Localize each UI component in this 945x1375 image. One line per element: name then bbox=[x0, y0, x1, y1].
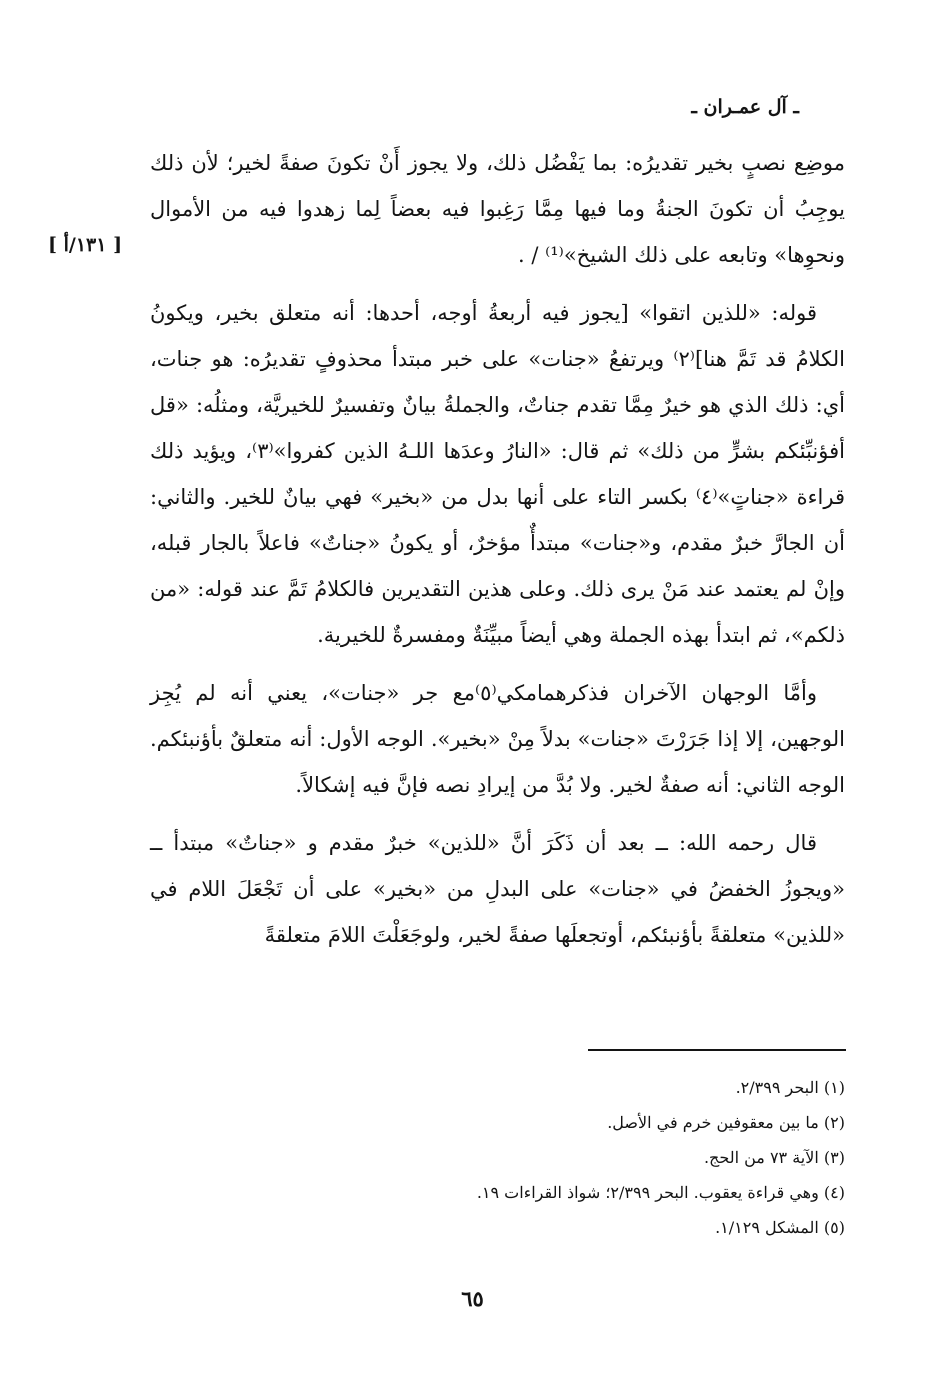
footnote: (١) البحر ٢/٣٩٩. bbox=[735, 1078, 845, 1097]
main-text bbox=[150, 140, 845, 970]
page-number: ٦٥ bbox=[461, 1286, 484, 1311]
footnote: (٤) وهي قراءة يعقوب. البحر ٢/٣٩٩؛ شواذ القراءات ١٩. bbox=[476, 1183, 845, 1202]
footnotes bbox=[300, 1070, 845, 1245]
paragraph: موضِع نصبٍ بخير تقديرُه: بما يَفْضُل ذلك، ولا يجوز أَنْ تكونَ صفةً لخير؛ لأن ذلك يوجِبُ أن تكونَ الجنةُ وما فيها مِمَّا رَغِبوا فيه بعضاً لِما زهدوا فيه من الأموال ونحوِها» وتابعه على ذلك الشيخ»⁽¹⁾ / . bbox=[150, 151, 845, 267]
footnote: (٣) الآية ٧٣ من الحج. bbox=[703, 1148, 845, 1167]
paragraph: قوله: «للذين اتقوا» [يجوز فيه أربعةُ أوجه، أحدها: أنه متعلق بخير، ويكونُ الكلامُ قد تَمَّ هنا]⁽٢⁾ ويرتفعُ «جنات» على خبر مبتدأ محذوفٍ تقديرُه: هو جنات، أي: ذلك الذي هو خيرٌ مِمَّا تقدم جناتٌ، والجملةُ بيانٌ وتفسيرٌ للخيريَّة، ومثلُه: «قل أفؤنبِّئكم بشرٍّ من ذلك» ثم قال: «النارُ وعدَها اللـهُ الذين كفروا»⁽٣⁾، ويؤيد ذلك قراءة «جناتٍ»⁽٤⁾ بكسر التاء على أنها بدل من «بخير» فهي بيانٌ للخير. والثاني: أن الجارَّ خبرٌ مقدم، و«جنات» مبتدأٌ مؤخرٌ، أو يكونُ «جناتٌ» فاعلاً بالجار قبله، وإنْ لم يعتمد عند مَنْ يرى ذلك. وعلى هذين التقديرين فالكلامُ تَمَّ عند قوله: «من ذلكم»، ثم ابتدأ بهذه الجملة وهي أيضاً مبيِّنَةٌ ومفسرةٌ للخيرية. bbox=[150, 301, 846, 647]
footnote: (٢) ما بين معقوفين خرم في الأصل. bbox=[607, 1113, 845, 1132]
running-title: ـ آل عمـران ـ bbox=[691, 96, 799, 118]
footnote-separator bbox=[588, 1049, 846, 1051]
paragraph: قال رحمه الله: ــ بعد أن ذَكَرَ أنَّ «للذين» خبرٌ مقدم و «جناتٌ» مبتدأ ــ «ويجوزُ الخفضُ في «جنات» على البدلِ من «بخير» على أن تَجْعَلَ اللام في «للذين» متعلقةً بأؤنبئكم، أوتجعلَها صفةً لخير، ولوجَعَلْتَ اللامَ متعلقةً bbox=[150, 831, 845, 947]
footnote: (٥) المشكل ١/١٢٩. bbox=[715, 1218, 845, 1237]
paragraph: وأمَّا الوجهان الآخران فذكرهمامكي⁽٥⁾مع جر «جنات»، يعني أنه لم يُجِز الوجهين، إلا إذا جَرَرْتَ «جنات» بدلاً مِنْ «بخير». الوجه الأول: أنه متعلقٌ بأؤنبئكم. الوجه الثاني: أنه صفةٌ لخير. ولا بُدَّ من إيرادِ نصه فإنَّ فيه إشكالاً. bbox=[150, 681, 845, 797]
manuscript-folio-reference: [ ١٣١/أ ] bbox=[48, 234, 123, 256]
